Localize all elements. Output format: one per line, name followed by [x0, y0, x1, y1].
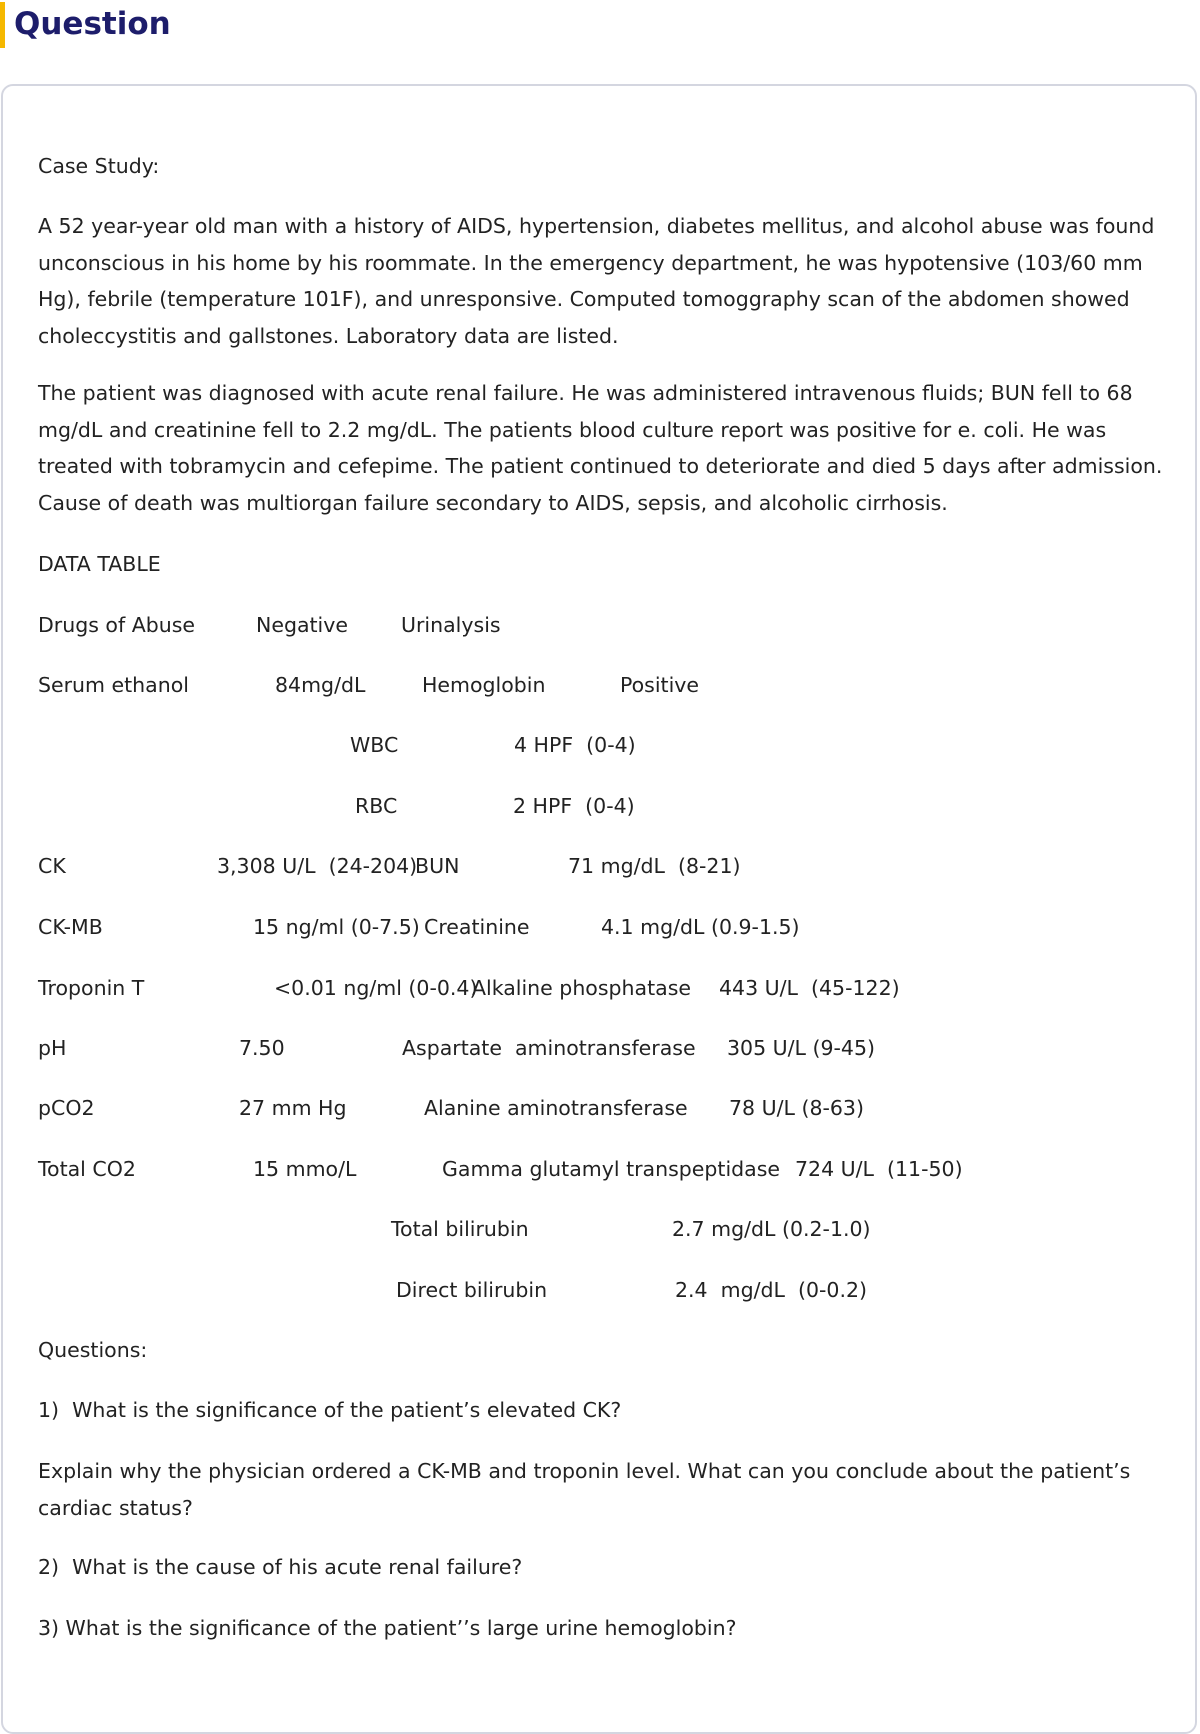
table-cell: 15 mmo/L: [253, 1157, 357, 1181]
table-cell: pCO2: [38, 1096, 95, 1120]
table-cell: Alkaline phosphatase: [472, 976, 691, 1000]
table-cell: 2.4 mg/dL (0-0.2): [675, 1278, 868, 1302]
table-cell: 78 U/L (8-63): [729, 1096, 864, 1120]
question-2: 2) What is the cause of his acute renal failure?: [38, 1555, 523, 1579]
table-cell: 3,308 U/L (24-204): [217, 854, 418, 878]
table-cell: WBC: [350, 733, 399, 757]
questions-label: Questions:: [38, 1338, 148, 1362]
table-cell: 7.50: [239, 1036, 285, 1060]
table-cell: Hemoglobin: [422, 673, 546, 697]
question-title: Question: [14, 6, 171, 42]
case-paragraph-2: The patient was diagnosed with acute renal failure. He was administered intravenous fluids; BUN fell to 68 mg/dL and creatinine fell to 2.2 mg/dL. The patients blood culture report was positive for e. coli. He was treated with tobramycin and cefepime. The patient continued to deteriorate and died 5 days after admission. Cause of death was multiorgan failure secondary to AIDS, sepsis, and alcoholic cirrhosis.: [38, 381, 1163, 515]
table-cell: CK-MB: [38, 915, 103, 939]
table-cell: Serum ethanol: [38, 673, 189, 697]
table-cell: 84mg/dL: [275, 673, 366, 697]
table-cell: Aspartate aminotransferase: [402, 1036, 696, 1060]
question-1-followup: Explain why the physician ordered a CK-MB and troponin level. What can you conclude about the patient’s cardiac status?: [38, 1459, 1131, 1520]
table-cell: Positive: [620, 673, 700, 697]
table-cell: Gamma glutamyl transpeptidase: [442, 1157, 781, 1181]
table-cell: 27 mm Hg: [239, 1096, 347, 1120]
table-cell: Alanine aminotransferase: [424, 1096, 688, 1120]
table-cell: Total CO2: [38, 1157, 136, 1181]
table-cell: Total bilirubin: [391, 1217, 529, 1241]
table-cell: Direct bilirubin: [396, 1278, 548, 1302]
question-header: [0, 0, 1200, 48]
table-cell: 15 ng/ml (0-7.5): [253, 915, 420, 939]
table-cell: CK: [38, 854, 66, 878]
table-cell: Troponin T: [38, 976, 145, 1000]
case-paragraph-1: A 52 year-year old man with a history of AIDS, hypertension, diabetes mellitus, and alcohol abuse was found unconscious in his home by his roommate. In the emergency department, he was hypotensive (103/60 mm Hg), febrile (temperature 101F), and unresponsive. Computed tomoggraphy scan of the abdomen showed choleccystitis and gallstones. Laboratory data are listed.: [38, 214, 1155, 348]
table-cell: Urinalysis: [401, 613, 501, 637]
data-table-title: DATA TABLE: [38, 552, 161, 576]
table-cell: 2.7 mg/dL (0.2-1.0): [672, 1217, 871, 1241]
header-accent-bar: [0, 2, 5, 48]
table-cell: 71 mg/dL (8-21): [568, 854, 741, 878]
table-cell: <0.01 ng/ml (0-0.4): [274, 976, 478, 1000]
table-cell: Creatinine: [424, 915, 530, 939]
table-cell: RBC: [355, 794, 398, 818]
table-cell: BUN: [415, 854, 460, 878]
table-cell: Negative: [256, 613, 348, 637]
table-cell: 4.1 mg/dL (0.9-1.5): [601, 915, 800, 939]
table-cell: 443 U/L (45-122): [719, 976, 900, 1000]
case-study-label: Case Study:: [38, 154, 160, 178]
table-cell: 305 U/L (9-45): [727, 1036, 876, 1060]
question-1: 1) What is the significance of the patient’s elevated CK?: [38, 1398, 622, 1422]
table-cell: pH: [38, 1036, 67, 1060]
table-cell: 2 HPF (0-4): [513, 794, 635, 818]
question-3: 3) What is the significance of the patient’’s large urine hemoglobin?: [38, 1616, 737, 1640]
table-cell: Drugs of Abuse: [38, 613, 196, 637]
table-cell: 4 HPF (0-4): [514, 733, 636, 757]
table-cell: 724 U/L (11-50): [795, 1157, 963, 1181]
